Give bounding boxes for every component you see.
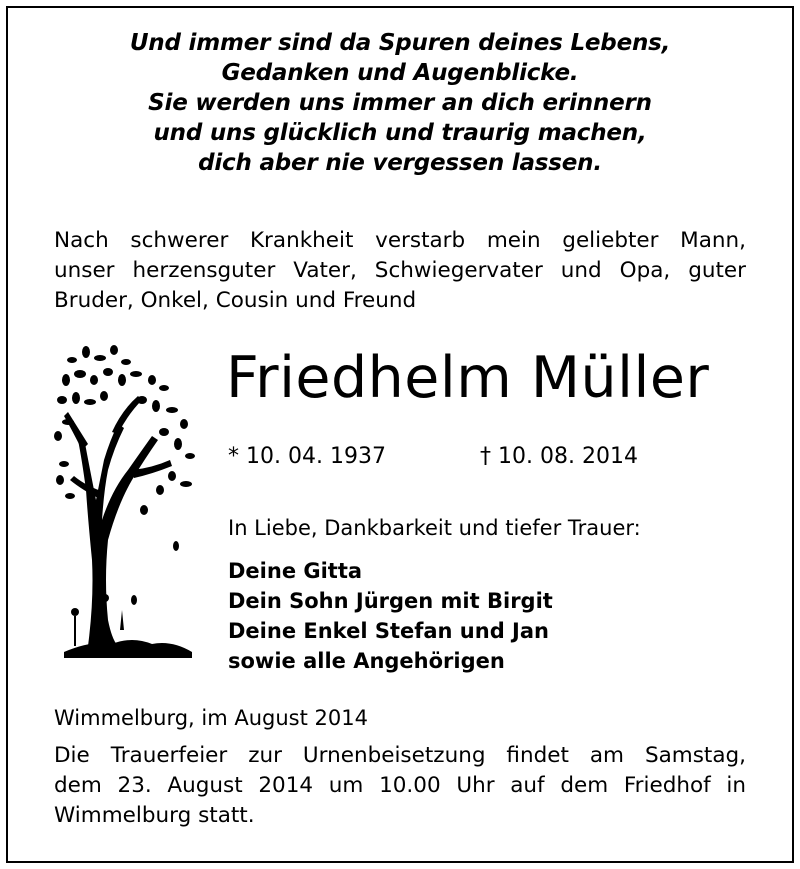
- mourners-list: [228, 556, 553, 676]
- service-line: dem 23. August 2014 um 10.00 Uhr auf dem Friedhof in: [54, 773, 746, 798]
- mourner: Dein Sohn Jürgen mit Birgit: [228, 589, 553, 613]
- service-line: Die Trauerfeier zur Urnenbeisetzung findet am Samstag,: [54, 743, 746, 768]
- intro-line: unser herzensguter Vater, Schwiegervater und Opa, guter: [54, 258, 746, 283]
- poem-line: und uns glücklich und traurig machen,: [153, 120, 647, 146]
- mourner: Deine Gitta: [228, 559, 363, 583]
- poem-line: Sie werden uns immer an dich erinnern: [148, 90, 652, 116]
- intro-line: Bruder, Onkel, Cousin und Freund: [54, 288, 417, 313]
- tree-silhouette-icon: [52, 340, 202, 670]
- poem-line: Und immer sind da Spuren deines Lebens,: [129, 30, 671, 56]
- intro-line: Nach schwerer Krankheit verstarb mein geliebter Mann,: [54, 228, 746, 253]
- intro-text: [54, 226, 746, 316]
- deceased-name: Friedhelm Müller: [226, 345, 710, 411]
- poem-line: dich aber nie vergessen lassen.: [198, 150, 602, 176]
- mourner: sowie alle Angehörigen: [228, 649, 505, 673]
- death-date: † 10. 08. 2014: [480, 444, 638, 469]
- service-line: Wimmelburg statt.: [54, 803, 255, 828]
- place-date: Wimmelburg, im August 2014: [54, 706, 368, 730]
- mourning-line: In Liebe, Dankbarkeit und tiefer Trauer:: [228, 516, 641, 540]
- memorial-poem: [0, 28, 800, 178]
- service-info: [54, 741, 746, 831]
- birth-date: * 10. 04. 1937: [228, 444, 386, 469]
- poem-line: Gedanken und Augenblicke.: [221, 60, 579, 86]
- mourner: Deine Enkel Stefan und Jan: [228, 619, 549, 643]
